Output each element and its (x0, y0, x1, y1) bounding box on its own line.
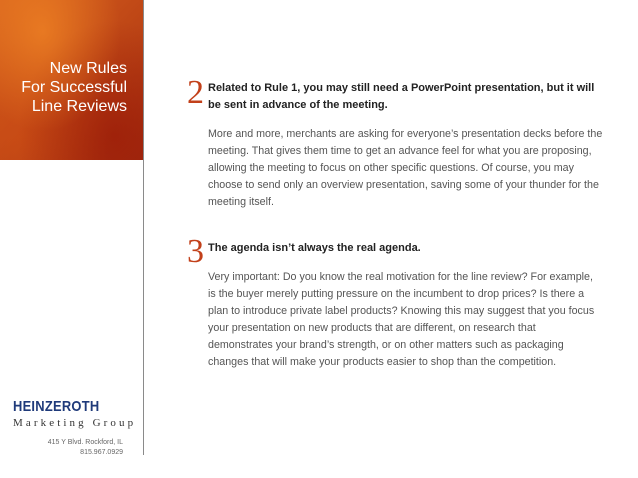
section-rule-2 (208, 80, 603, 211)
section-heading: Related to Rule 1, you may still need a PowerPoint presentation, but it will be sent in advance of the meeting. (208, 82, 595, 111)
section-heading: The agenda isn’t always the real agenda. (208, 242, 421, 254)
address-street: 415 Y Blvd. Rockford, IL (47, 439, 123, 446)
logo-subtitle: Marketing Group (13, 417, 137, 429)
sidebar (0, 0, 144, 455)
section-number-2: 2 (187, 74, 204, 111)
section-rule-3 (208, 240, 603, 371)
section-body: More and more, merchants are asking for everyone’s presentation decks before the meeting. That gives them time to get an advance feel for what you are proposing, allowing the meeting to focus on other specific questions. Of course, you may choose to send only an overview presentation, saving some of your thunder for the meeting itself. (208, 128, 603, 208)
company-logo (13, 398, 136, 429)
title-line-3: Line Reviews (31, 98, 127, 115)
document-title (21, 59, 127, 116)
title-line-2: For Successful (21, 79, 127, 96)
logo-name: HEINZEROTH (13, 398, 100, 415)
address-phone: 815.967.0929 (80, 449, 123, 456)
title-banner (0, 0, 143, 160)
section-body: Very important: Do you know the real motivation for the line review? For example, is the buyer merely putting pressure on the incumbent to drop prices? Is there a plan to introduce private label products? Knowing this may suggest that you focus your presentation on new products that are different, on research that demonstrates your brand’s strength, or on other matters such as packaging changes that will make your products easier to shop than the competition. (208, 271, 595, 368)
section-number-3: 3 (187, 233, 204, 270)
company-address (48, 438, 123, 458)
title-line-1: New Rules (49, 60, 127, 77)
